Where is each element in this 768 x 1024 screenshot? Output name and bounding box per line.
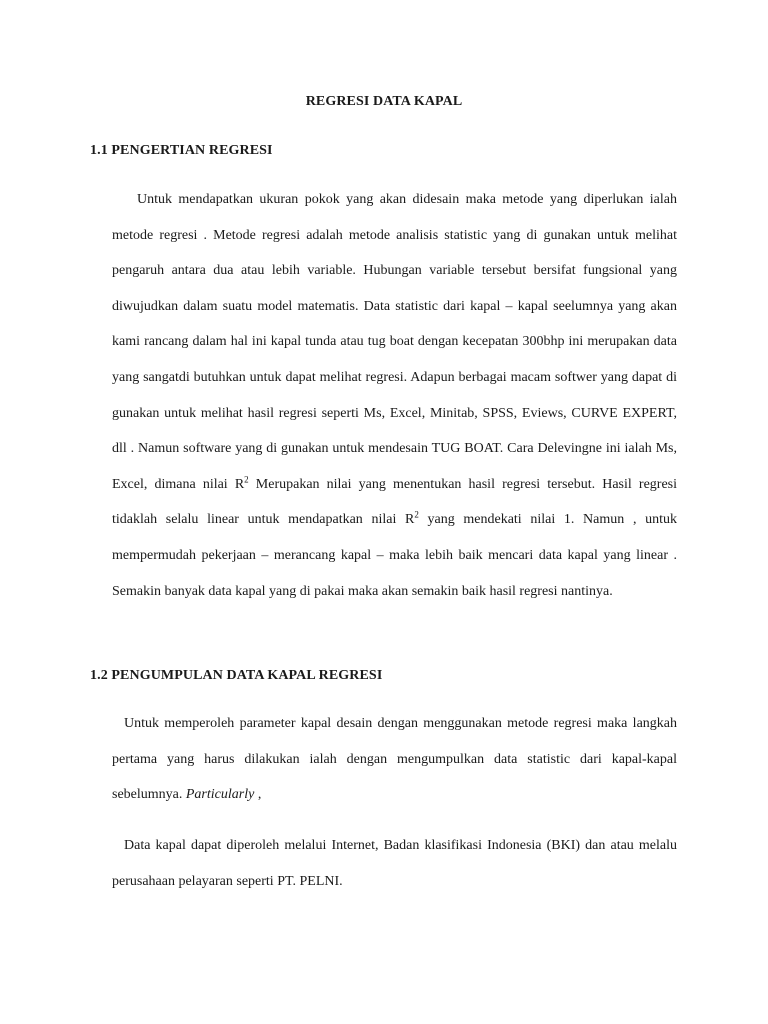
document-title: REGRESI DATA KAPAL [305, 94, 463, 109]
paragraph-text: , [254, 787, 262, 803]
paragraph-text: Untuk memperoleh parameter kapal desain dengan menggunakan metode regresi maka langkah pertama yang harus dilakukan ialah dengan mengumpulkan data statistic dari kapal-kapal sebelumnya. [112, 716, 677, 803]
paragraph-sumber-data: Data kapal dapat diperoleh melalui Internet, Badan klasifikasi Indonesia (BKI) dan atau melalu perusahaan pelayaran seperti PT. PELNI. [112, 838, 677, 889]
paragraph-pengertian-regresi [112, 182, 677, 609]
paragraph-text: Untuk mendapatkan ukuran pokok yang akan didesain maka metode yang diperlukan ialah metode regresi . Metode regresi adalah metode analisis statistic yang di gunakan untuk melihat pengaruh antara dua atau lebih variable. Hubungan variable tersebut bersifat fungsional yang diwujudkan dalam suatu model matematis. Data statistic dari kapal – kapal seelumnya yang akan kami rancang dalam hal ini kapal tunda atau tug boat dengan kecepatan 300bhp ini merupakan data yang sangatdi butuhkan untuk dapat melihat regresi. Adapun berbagai macam softwer yang dapat di gunakan untuk melihat hasil regresi seperti Ms, Excel, Minitab, SPSS, Eviews, CURVE EXPERT, dll . Namun software yang di gunakan untuk mendesain TUG BOAT. Cara Delevingne ini ialah Ms, Excel, dimana nilai R [112, 192, 677, 492]
paragraph-text: yang mendekati nilai 1. Namun , untuk mempermudah pekerjaan – merancang kapal – maka lebih baik mencari data kapal yang linear . Semakin banyak data kapal yang di pakai maka akan semakin baik hasil regresi nantinya. [112, 512, 677, 599]
paragraph-pengumpulan-data [112, 706, 677, 813]
superscript-two: 2 [414, 509, 419, 520]
section-heading-pengumpulan-data: 1.2 PENGUMPULAN DATA KAPAL REGRESI [90, 668, 383, 683]
section-heading-pengertian-regresi: 1.1 PENGERTIAN REGRESI [90, 143, 273, 158]
paragraph-text: Merupakan nilai yang menentukan hasil regresi tersebut. Hasil regresi tidaklah selalu linear untuk mendapatkan nilai R [112, 476, 677, 528]
italic-text: Particularly [185, 787, 255, 803]
superscript-two: 2 [244, 474, 249, 485]
